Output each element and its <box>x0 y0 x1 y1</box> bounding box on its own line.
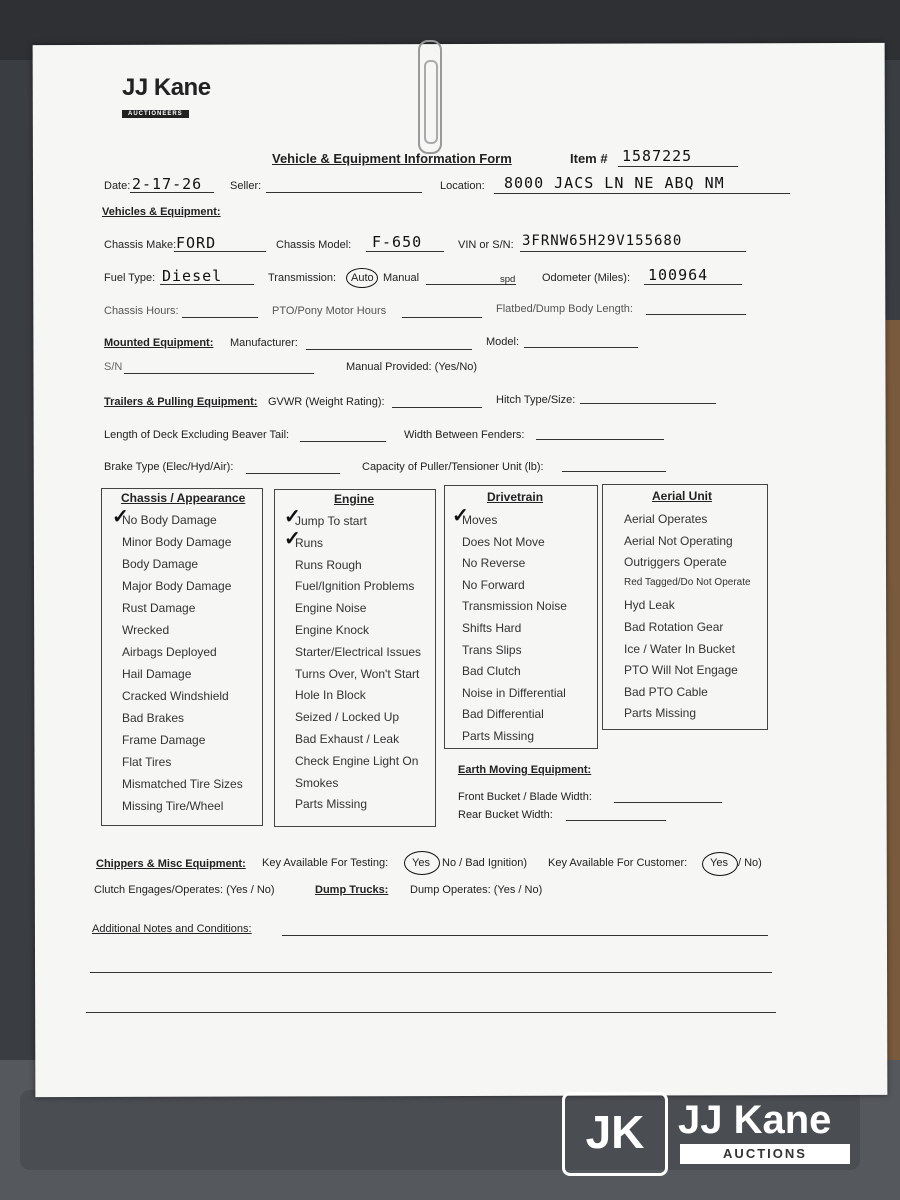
capacity-label: Capacity of Puller/Tensioner Unit (lb): <box>362 461 544 473</box>
date-value: 2-17-26 <box>132 175 203 193</box>
chassis-item: Body Damage <box>122 557 199 571</box>
width-line <box>536 439 664 440</box>
drivetrain-item: Moves <box>462 513 498 527</box>
deck-line <box>300 441 386 442</box>
drivetrain-item: Noise in Differential <box>462 685 566 700</box>
drivetrain-item: Transmission Noise <box>462 599 567 614</box>
earth-heading: Earth Moving Equipment: <box>458 764 592 776</box>
engine-item: Runs <box>295 535 324 550</box>
item-line <box>618 166 738 167</box>
date-label: Date: <box>104 180 131 192</box>
drivetrain-item: No Reverse <box>462 556 526 571</box>
key-testing-circle <box>404 851 440 875</box>
vin-value: 3FRNW65H29V155680 <box>522 233 683 249</box>
chassis-item: Bad Brakes <box>122 711 185 725</box>
notes-line-3 <box>86 1012 776 1013</box>
logo-name: JJ Kane <box>122 74 211 101</box>
hitch-label: Hitch Type/Size: <box>496 394 576 406</box>
odometer-line <box>644 284 742 285</box>
check-mark-icon: ✓ <box>284 506 301 528</box>
rear-bucket-line <box>566 820 666 821</box>
mounted-model-line <box>524 347 638 348</box>
manufacturer-label: Manufacturer: <box>230 337 298 349</box>
chassis-item: Minor Body Damage <box>122 535 232 549</box>
aerial-item: PTO Will Not Engage <box>624 663 738 678</box>
chassis-item: Frame Damage <box>122 733 206 747</box>
width-label: Width Between Fenders: <box>404 429 525 441</box>
notes-line-2 <box>90 972 772 973</box>
chassis-item: Major Body Damage <box>122 579 232 593</box>
pto-label: PTO/Pony Motor Hours <box>272 305 387 317</box>
seller-line <box>266 192 422 193</box>
chassis-item: Airbags Deployed <box>122 645 217 659</box>
engine-item: Starter/Electrical Issues <box>295 644 422 659</box>
engine-item: Bad Exhaust / Leak <box>295 732 400 746</box>
watermark-name: JJ Kane <box>678 1098 832 1142</box>
brake-label: Brake Type (Elec/Hyd/Air): <box>104 461 234 473</box>
check-mark-icon: ✓ <box>452 505 469 527</box>
clutch-label: Clutch Engages/Operates: (Yes / No) <box>94 884 275 896</box>
key-customer-circle <box>702 852 738 876</box>
key-customer-rest: / No) <box>738 857 762 869</box>
drivetrain-item: Bad Clutch <box>462 664 521 679</box>
dump-heading: Dump Trucks: <box>315 884 389 896</box>
front-bucket-label: Front Bucket / Blade Width: <box>458 791 592 803</box>
location-value: 8000 JACS LN NE ABQ NM <box>504 174 725 192</box>
aerial-item: Hyd Leak <box>624 598 675 613</box>
engine-item: Turns Over, Won't Start <box>295 666 420 681</box>
key-testing-yes: Yes <box>412 857 430 869</box>
pto-line <box>402 317 482 318</box>
drivetrain-title: Drivetrain <box>487 490 544 504</box>
chassis-item: Wrecked <box>122 623 170 637</box>
odometer-value: 100964 <box>648 266 709 284</box>
aerial-item: Outriggers Operate <box>624 555 727 570</box>
chassis-item: Rust Damage <box>122 601 196 615</box>
chassis-item: Flat Tires <box>122 755 172 769</box>
gvwr-label: GVWR (Weight Rating): <box>268 396 385 408</box>
make-value: FORD <box>176 234 217 252</box>
mounted-heading: Mounted Equipment: <box>104 337 214 349</box>
engine-item: Runs Rough <box>295 557 362 572</box>
aerial-item: Bad PTO Cable <box>624 684 708 699</box>
aerial-item: Aerial Not Operating <box>624 533 733 548</box>
trailers-heading: Trailers & Pulling Equipment: <box>104 396 258 408</box>
watermark-mark-icon: JK <box>562 1092 668 1176</box>
aerial-title: Aerial Unit <box>652 489 713 503</box>
trans-label: Transmission: <box>268 272 337 284</box>
engine-item: Engine Knock <box>295 623 370 637</box>
hours-label: Chassis Hours: <box>104 305 179 317</box>
engine-title: Engine <box>334 492 375 506</box>
vehicles-heading: Vehicles & Equipment: <box>102 206 221 218</box>
chassis-item: No Body Damage <box>122 513 217 527</box>
watermark-sub: AUCTIONS <box>680 1144 850 1164</box>
flatbed-line <box>646 314 746 315</box>
drivetrain-item: Parts Missing <box>462 729 535 743</box>
chassis-item: Cracked Windshield <box>122 689 229 703</box>
aerial-item: Aerial Operates <box>624 512 708 526</box>
sn-label: S/N <box>104 361 123 373</box>
fuel-label: Fuel Type: <box>104 272 156 284</box>
front-bucket-line <box>614 802 722 803</box>
engine-item: Engine Noise <box>295 601 367 616</box>
brake-line <box>246 473 340 474</box>
drivetrain-item: Bad Differential <box>462 707 544 722</box>
engine-item: Parts Missing <box>295 797 368 812</box>
check-mark-icon: ✓ <box>284 528 301 550</box>
mounted-model-label: Model: <box>486 336 520 348</box>
deck-label: Length of Deck Excluding Beaver Tail: <box>104 429 290 441</box>
notes-line-1 <box>282 935 768 936</box>
key-customer-yes: Yes <box>710 857 728 869</box>
engine-item: Seized / Locked Up <box>295 710 400 725</box>
notes-heading: Additional Notes and Conditions: <box>92 923 252 935</box>
flatbed-label: Flatbed/Dump Body Length: <box>496 303 633 315</box>
seller-label: Seller: <box>230 180 262 192</box>
sn-line <box>124 373 314 374</box>
item-label: Item # <box>570 151 608 166</box>
aerial-item: Ice / Water In Bucket <box>624 641 735 656</box>
jjkane-logo <box>122 74 211 120</box>
auto-option: Auto <box>351 272 374 284</box>
vin-line <box>520 251 746 252</box>
location-line <box>494 193 790 194</box>
spd-label: spd <box>500 274 516 285</box>
hitch-line <box>580 403 716 404</box>
paperclip-inner-icon <box>424 60 438 144</box>
chassis-item: Hail Damage <box>122 667 192 681</box>
drivetrain-item: No Forward <box>462 577 525 592</box>
odometer-label: Odometer (Miles): <box>542 272 631 284</box>
engine-item: Smokes <box>295 775 339 790</box>
check-mark-icon: ✓ <box>112 506 129 528</box>
hours-line <box>182 317 258 318</box>
form-title: Vehicle & Equipment Information Form <box>272 151 512 166</box>
chassis-title: Chassis / Appearance <box>121 491 246 505</box>
gvwr-line <box>392 407 482 408</box>
manufacturer-line <box>306 349 472 350</box>
model-label: Chassis Model: <box>276 239 352 251</box>
chassis-item: Missing Tire/Wheel <box>122 799 224 813</box>
vin-label: VIN or S/N: <box>458 239 514 251</box>
chippers-heading: Chippers & Misc Equipment: <box>96 858 246 870</box>
item-value: 1587225 <box>622 147 693 165</box>
model-line <box>366 251 444 252</box>
capacity-line <box>562 471 666 472</box>
key-testing-label: Key Available For Testing: <box>262 857 389 869</box>
dump-label: Dump Operates: (Yes / No) <box>410 884 543 896</box>
aerial-item: Parts Missing <box>624 706 697 721</box>
manual-provided: Manual Provided: (Yes/No) <box>346 361 478 373</box>
chassis-item: Mismatched Tire Sizes <box>122 777 243 791</box>
key-customer-label: Key Available For Customer: <box>548 857 688 869</box>
manual-option: Manual <box>383 272 420 284</box>
fuel-line <box>160 284 254 285</box>
drivetrain-item: Shifts Hard <box>462 621 522 635</box>
drivetrain-item: Does Not Move <box>462 534 545 549</box>
make-line <box>174 251 266 252</box>
engine-item: Jump To start <box>295 514 367 528</box>
aerial-item: Bad Rotation Gear <box>624 620 724 634</box>
date-line <box>130 192 214 193</box>
location-label: Location: <box>440 180 485 192</box>
aerial-item: Red Tagged/Do Not Operate <box>624 576 751 588</box>
key-testing-rest: No / Bad Ignition) <box>442 857 527 869</box>
logo-sub: AUCTIONEERS <box>122 110 189 118</box>
engine-item: Hole In Block <box>295 688 366 703</box>
auto-circle <box>346 268 378 288</box>
model-value: F-650 <box>372 233 423 251</box>
engine-item: Fuel/Ignition Problems <box>295 579 415 594</box>
engine-item: Check Engine Light On <box>295 753 419 768</box>
drivetrain-item: Trans Slips <box>462 642 522 657</box>
rear-bucket-label: Rear Bucket Width: <box>458 809 553 821</box>
fuel-value: Diesel <box>162 267 223 285</box>
make-label: Chassis Make: <box>104 239 177 251</box>
